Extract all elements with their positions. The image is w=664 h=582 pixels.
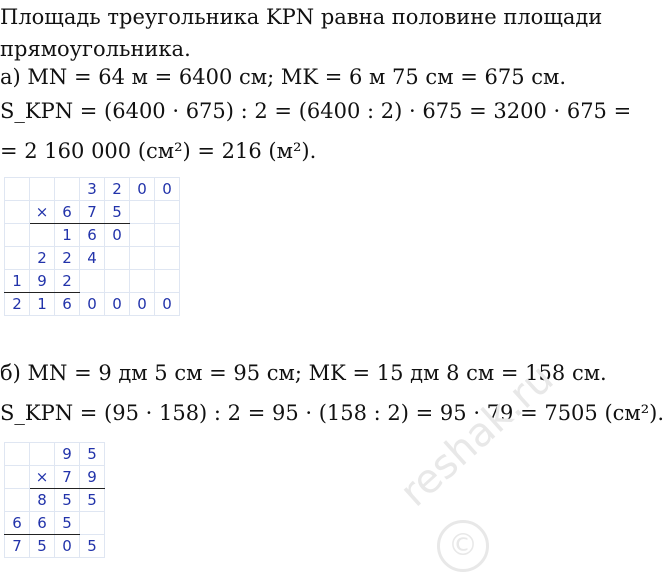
grid-a-cell: 9	[30, 270, 55, 293]
grid-a-cell	[130, 270, 155, 293]
grid-a-cell	[155, 201, 180, 224]
grid-a-cell	[80, 270, 105, 293]
grid-a-cell: 2	[105, 178, 130, 201]
grid-b-row	[5, 535, 105, 558]
grid-a-row	[5, 201, 180, 224]
grid-a-cell	[105, 270, 130, 293]
grid-b-cell: 6	[30, 512, 55, 535]
multiplication-grid-a	[4, 177, 180, 316]
grid-a-cell: 2	[55, 247, 80, 270]
grid-b-cell: 7	[5, 535, 30, 558]
grid-b-row	[5, 466, 105, 489]
grid-a-cell: 6	[55, 293, 80, 316]
grid-a-cell	[5, 201, 30, 224]
grid-b-cell: 8	[30, 489, 55, 512]
grid-a-cell	[30, 178, 55, 201]
grid-a-cell: 0	[155, 178, 180, 201]
grid-a-cell: 0	[105, 224, 130, 247]
grid-a-row	[5, 293, 180, 316]
grid-a-row	[5, 224, 180, 247]
grid-b-row	[5, 512, 105, 535]
part-a-line-3: = 2 160 000 (см²) = 216 (м²).	[0, 139, 317, 163]
grid-b-cell: 5	[55, 489, 80, 512]
intro-line-2: прямоугольника.	[0, 37, 191, 61]
grid-a-cell	[5, 224, 30, 247]
grid-a-cell	[105, 247, 130, 270]
grid-b-cell: 9	[55, 443, 80, 466]
multiplication-grid-b	[4, 442, 105, 558]
grid-b-cell: 5	[80, 443, 105, 466]
grid-b-cell: 7	[55, 466, 80, 489]
grid-a-cell: 5	[105, 201, 130, 224]
grid-b-cell	[30, 443, 55, 466]
grid-b-cell	[80, 512, 105, 535]
part-a-line-2: S_KPN = (6400 · 675) : 2 = (6400 : 2) · 675 = 3200 · 675 =	[0, 99, 632, 123]
grid-a-cell	[155, 247, 180, 270]
grid-a-cell: 2	[55, 270, 80, 293]
grid-b-cell: ×	[30, 466, 55, 489]
grid-a-cell: 7	[80, 201, 105, 224]
grid-a-cell	[155, 270, 180, 293]
part-b-line-2: S_KPN = (95 · 158) : 2 = 95 · (158 : 2) = 95 · 79 = 7505 (см²).	[0, 401, 664, 425]
grid-a-row	[5, 247, 180, 270]
grid-b-cell: 5	[80, 489, 105, 512]
grid-a-cell: 2	[5, 293, 30, 316]
grid-a-cell: 1	[5, 270, 30, 293]
grid-a-cell: 2	[30, 247, 55, 270]
grid-b-cell: 0	[55, 535, 80, 558]
grid-a-cell: ×	[30, 201, 55, 224]
grid-a-cell	[130, 247, 155, 270]
grid-b-cell	[5, 466, 30, 489]
watermark-text: reshak.ru	[391, 355, 563, 516]
grid-b-row	[5, 443, 105, 466]
grid-a-row	[5, 270, 180, 293]
grid-a-cell	[155, 224, 180, 247]
grid-a-cell	[5, 247, 30, 270]
grid-b-cell	[5, 489, 30, 512]
grid-a-row	[5, 178, 180, 201]
grid-b-cell: 5	[80, 535, 105, 558]
grid-a-cell	[130, 201, 155, 224]
grid-b-cell: 6	[5, 512, 30, 535]
part-a-line-1: а) MN = 64 м = 6400 см; MK = 6 м 75 см = 675 см.	[0, 65, 567, 89]
grid-a-cell: 0	[105, 293, 130, 316]
grid-a-cell	[5, 178, 30, 201]
grid-b-cell: 5	[55, 512, 80, 535]
grid-a-cell: 0	[130, 293, 155, 316]
grid-a-cell: 6	[80, 224, 105, 247]
copyright-icon: ©	[437, 520, 489, 572]
intro-line-1: Площадь треугольника KPN равна половине площади	[0, 5, 603, 29]
grid-b-cell	[5, 443, 30, 466]
grid-a-cell: 4	[80, 247, 105, 270]
grid-a-cell	[30, 224, 55, 247]
grid-b-cell: 9	[80, 466, 105, 489]
grid-a-cell: 6	[55, 201, 80, 224]
grid-a-cell: 0	[130, 178, 155, 201]
grid-a-cell: 3	[80, 178, 105, 201]
grid-a-cell: 0	[80, 293, 105, 316]
grid-a-cell: 1	[55, 224, 80, 247]
part-b-line-1: б) MN = 9 дм 5 см = 95 см; MK = 15 дм 8 см = 158 см.	[0, 361, 607, 385]
grid-a-cell: 1	[30, 293, 55, 316]
grid-a-cell: 0	[155, 293, 180, 316]
grid-a-cell	[55, 178, 80, 201]
grid-b-cell: 5	[30, 535, 55, 558]
grid-b-row	[5, 489, 105, 512]
grid-a-cell	[130, 224, 155, 247]
